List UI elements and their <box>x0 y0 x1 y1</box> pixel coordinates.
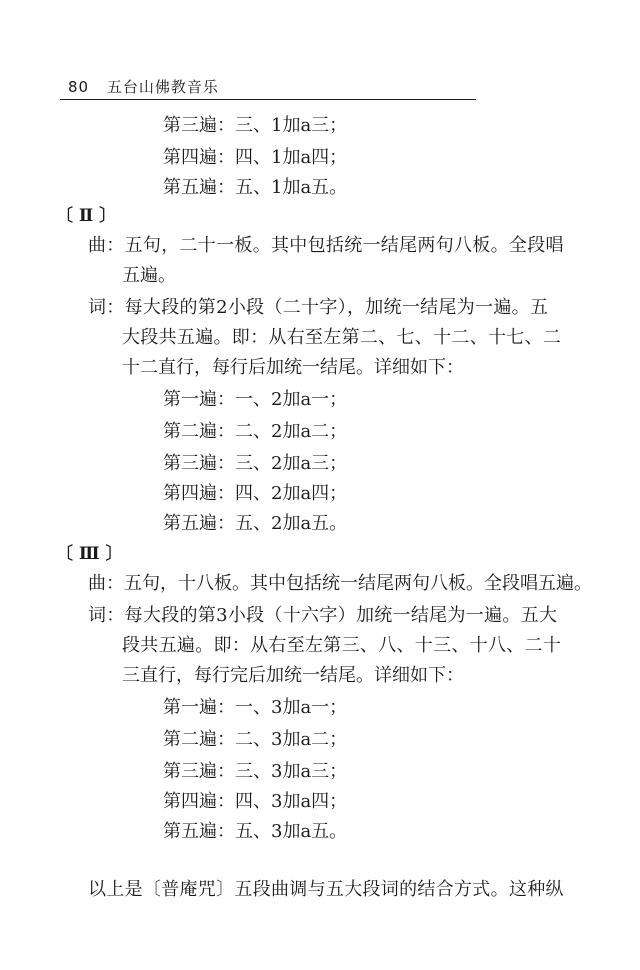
list-item: 第二遍：二、3加a二； <box>163 729 348 750</box>
section-marker-2: 〔 Ⅱ 〕 <box>56 206 117 226</box>
ci-line: 段共五遍。即：从右至左第三、八、十三、十八、二十 <box>122 635 562 656</box>
closing-paragraph: 以上是〔普庵咒〕五段曲调与五大段词的结合方式。这种纵 <box>88 879 564 900</box>
running-header <box>68 76 219 97</box>
list-item: 第四遍：四、2加a四； <box>163 483 348 504</box>
header-rule <box>60 99 476 100</box>
book-title: 五台山佛教音乐 <box>106 78 219 96</box>
list-item: 第四遍：四、3加a四； <box>163 791 348 812</box>
list-item: 第五遍：五、2加a五。 <box>163 513 348 534</box>
list-item: 第三遍：三、1加a三； <box>163 115 348 136</box>
ci-line: 十二直行，每行后加统一结尾。详细如下： <box>122 357 464 378</box>
qu-line: 五遍。 <box>122 265 176 286</box>
ci-line: 词：每大段的第2小段（二十字），加统一结尾为一遍。五 <box>88 297 549 318</box>
list-item: 第三遍：三、2加a三； <box>163 453 348 474</box>
qu-line: 曲：五句，十八板。其中包括统一结尾两句八板。全段唱五遍。 <box>88 573 592 594</box>
ci-line: 大段共五遍。即：从右至左第二、七、十二、十七、二 <box>122 327 562 348</box>
list-item: 第一遍：一、3加a一； <box>163 697 348 718</box>
page-number: 80 <box>68 78 90 96</box>
list-item: 第五遍：五、1加a五。 <box>163 177 348 198</box>
ci-line: 三直行，每行完后加统一结尾。详细如下： <box>122 665 464 686</box>
list-item: 第二遍：二、2加a二； <box>163 421 348 442</box>
list-item: 第一遍：一、2加a一； <box>163 389 348 410</box>
list-item: 第四遍：四、1加a四； <box>163 147 348 168</box>
ci-line: 词：每大段的第3小段（十六字）加统一结尾为一遍。五大 <box>88 605 558 626</box>
qu-line: 曲：五句，二十一板。其中包括统一结尾两句八板。全段唱 <box>88 235 564 256</box>
list-item: 第三遍：三、3加a三； <box>163 761 348 782</box>
list-item: 第五遍：五、3加a五。 <box>163 821 348 842</box>
section-marker-3: 〔 Ⅲ 〕 <box>56 544 123 564</box>
